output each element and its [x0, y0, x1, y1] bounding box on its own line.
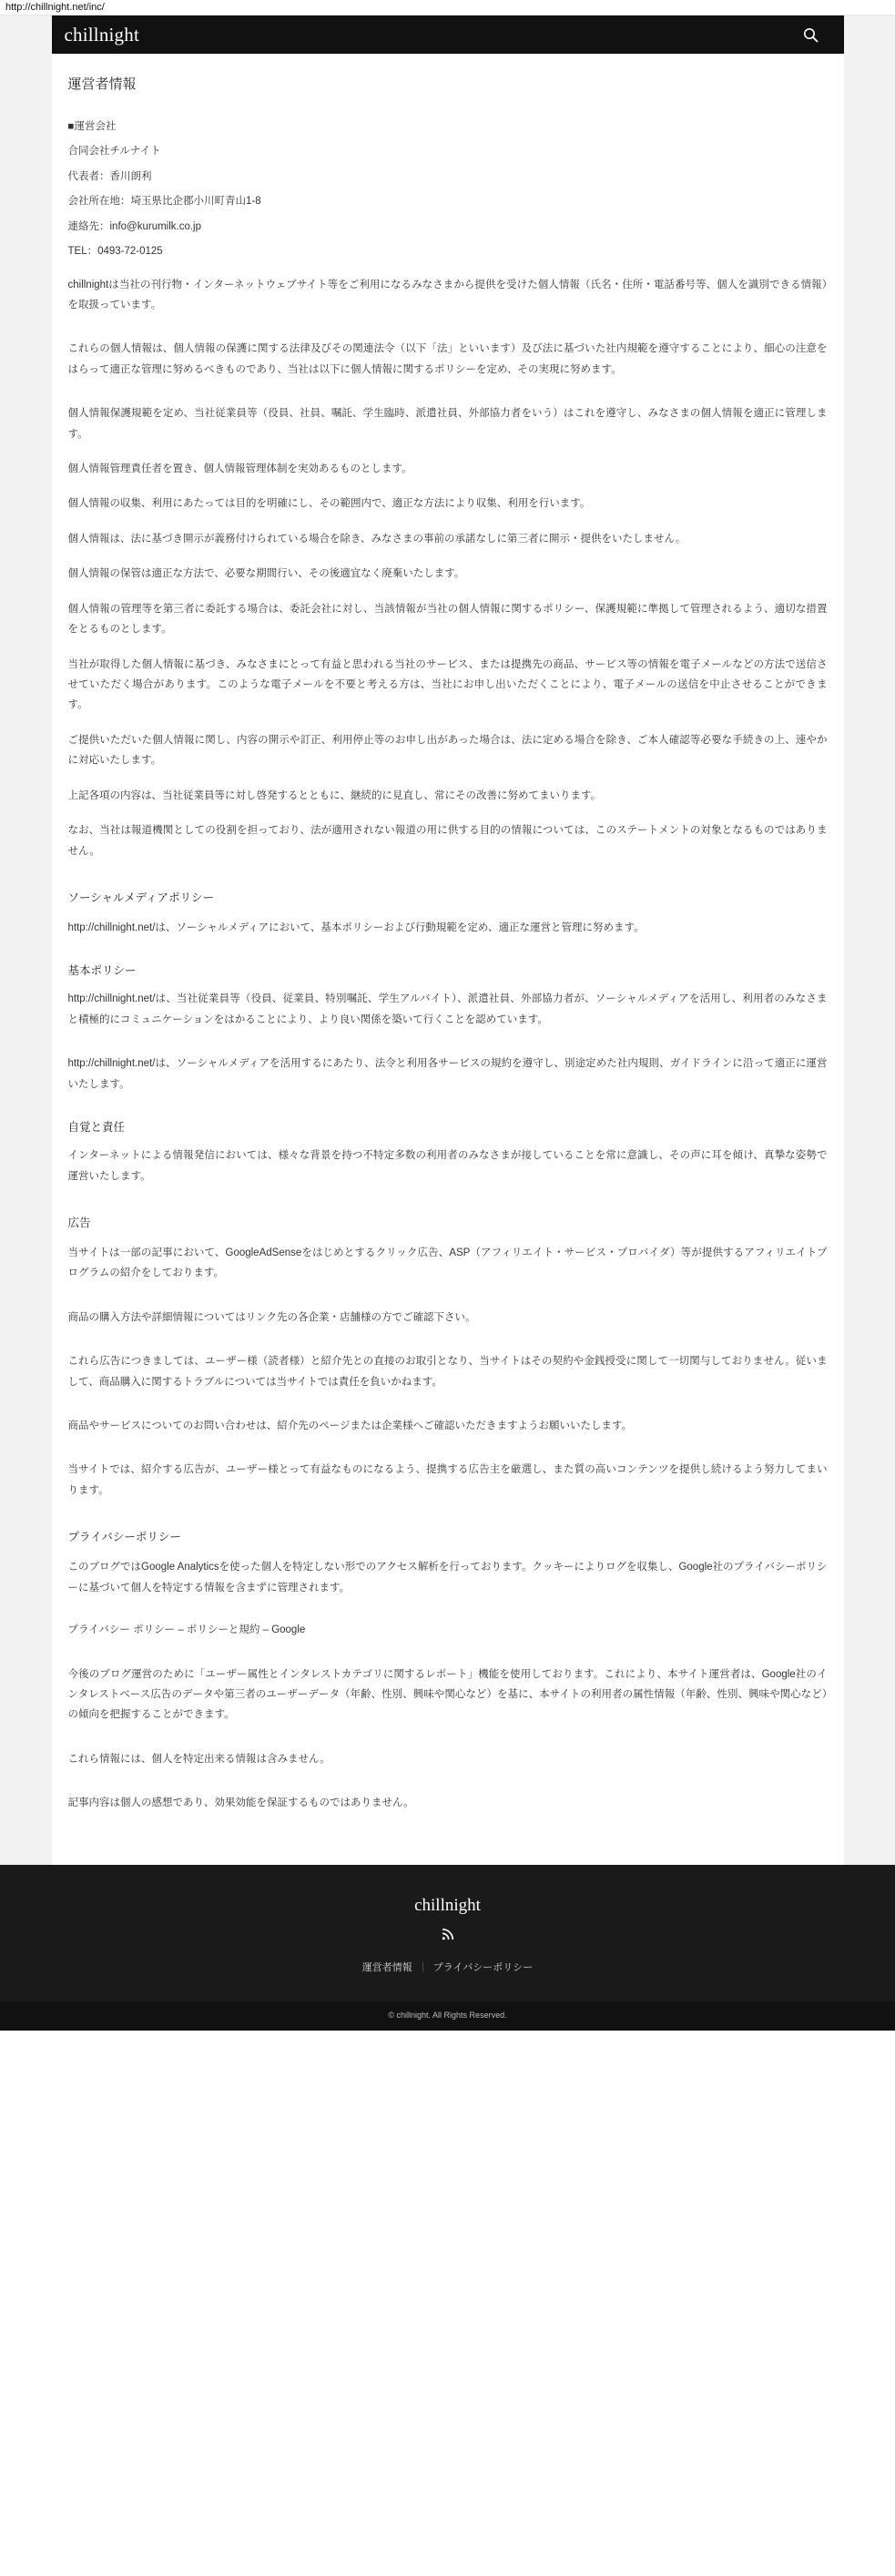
paragraph-law: これらの個人情報は、個人情報の保護に関する法律及びその関連法令（以下「法」といいます）及び法に基づいた社内規範を遵守することにより、細心の注意をはらって適正な管理に努めるべきものであり、当社は以下に個人情報に関するポリシーを定め、その実現に努めます。: [67, 343, 828, 375]
privacy-paragraph-2: これら情報には、個人を特定出来る情報は含みません。: [67, 1753, 331, 1765]
paragraph-intro: chillnightは当社の刊行物・インターネットウェブサイト等をご利用になるみなさまから提供を受けた個人情報（氏名・住所・電話番号等、個人を識別できる情報）を取扱っています。: [67, 279, 828, 311]
paragraph-disclosure: 個人情報は、法に基づき開示が義務付けられている場合を除き、みなさまの事前の承諾なしに第三者に開示・提供をいたしません。: [67, 533, 687, 545]
rss-icon[interactable]: [442, 1929, 453, 1942]
paragraph-outsourcing: 個人情報の管理等を第三者に委託する場合は、委託会社に対し、当該情報が当社の個人情報に関するポリシー、保護規範に準拠して管理されるよう、適切な措置をとるものとします。: [67, 603, 828, 636]
privacy-policy-heading: プライバシーポリシー: [67, 1531, 181, 1544]
footer-nav: [0, 1960, 895, 2001]
company-email: 連絡先：info@kurumilk.co.jp: [67, 220, 202, 232]
site-footer: [0, 1865, 895, 2001]
basic-policy-paragraph-2: http://chillnight.net/は、ソーシャルメディアを活用するにあたり、法令と利用各サービスの規約を遵守し、別途定めた社内規則、ガイドラインに沿って適正に運営いたします。: [67, 1058, 828, 1090]
footer-brand[interactable]: chillnight: [414, 1895, 481, 1915]
privacy-paragraph-1: 今後のブログ運営のために「ユーザー属性とインタレストカテゴリに関するレポート」機能を使用しております。これにより、本サイト運営者は、Google社のインタレストベース広告のデータや第三者のユーザーデータ（年齢、性別、興味や関心など）を基に、本サイトの利用者の属性情報（年齢、性別、興味や関心など）の傾向を把握することができます。: [67, 1668, 828, 1721]
responsibility-heading: 自覚と責任: [67, 1121, 126, 1135]
footer-separator: ｜: [417, 1961, 428, 1973]
search-icon[interactable]: [798, 22, 824, 47]
company-info-block: [68, 117, 828, 262]
footer-link-company-info[interactable]: 運営者情報: [361, 1961, 412, 1973]
paragraph-retention: 個人情報の保管は適正な方法で、必要な期間行い、その後適宜なく廃棄いたします。: [67, 568, 465, 580]
ads-paragraph-1: 当サイトは一部の記事において、GoogleAdSenseをはじめとするクリック広告、ASP（アフィリエイト・サービス・プロバイダ）等が提供するアフィリエイトプログラムの紹介をしております。: [67, 1247, 828, 1279]
paragraph-manager: 個人情報管理責任者を置き、個人情報管理体制を実効あるものとします。: [67, 463, 412, 475]
ads-heading: 広告: [67, 1216, 91, 1229]
paragraph-email: 当社が取得した個人情報に基づき、みなさまにとって有益と思われる当社のサービス、または提携先の商品、サービス等の情報を電子メールなどの方法で送信させていただく場合があります。このような電子メールを不要と考える方は、当社にお申し出いただくことにより、電子メールの送信を中止させることができます。: [67, 658, 828, 711]
browser-url-bar[interactable]: http://chillnight.net/inc/: [0, 0, 895, 15]
article-body: [52, 54, 844, 1865]
ads-paragraph-4: 商品やサービスについてのお問い合わせは、紹介先のページまたは企業様へご確認いただきますようお願いいたします。: [67, 1420, 633, 1432]
content-column: [52, 15, 844, 1865]
ads-paragraph-5: 当サイトでは、紹介する広告が、ユーザー様とって有益なものになるよう、提携する広告主を厳選し、また質の高いコンテンツを提供し続けるよう努力してまいります。: [67, 1464, 828, 1496]
site-header: [52, 15, 844, 54]
paragraph-improvement: 上記各項の内容は、当社従業員等に対し啓発するとともに、継続的に見直し、常にその改善に努めてまいります。: [67, 789, 602, 801]
footer-social: [0, 1929, 895, 1945]
site-brand[interactable]: chillnight: [64, 23, 139, 46]
footer-link-privacy-policy[interactable]: プライバシーポリシー: [432, 1961, 534, 1973]
site-wrapper: [0, 15, 895, 2031]
company-address: 会社所在地：埼玉県比企郡小川町青山1-8: [67, 196, 261, 208]
privacy-policy-intro: このブログではGoogle Analyticsを使った個人を特定しない形でのアクセス解析を行っております。クッキーによりログを収集し、Google社のプライバシーポリシーに基づいて個人を特定する情報を含まずに管理されます。: [67, 1562, 828, 1593]
company-name: 合同会社チルナイト: [67, 146, 161, 158]
page-title: 運営者情報: [67, 76, 137, 92]
basic-policy-heading: 基本ポリシー: [67, 964, 137, 978]
paragraph-requests: ご提供いただいた個人情報に関し、内容の開示や訂正、利用停止等のお申し出があった場合は、法に定める場合を除き、ご本人確認等必要な手続きの上、速やかに対応いたします。: [67, 734, 828, 767]
paragraph-press: なお、当社は報道機関としての役割を担っており、法が適用されない報道の用に供する目的の情報については、このステートメントの対象となるものではありません。: [67, 825, 828, 857]
responsibility-paragraph: インターネットによる情報発信においては、様々な背景を持つ不特定多数の利用者のみなさまが接していることを常に意識し、その声に耳を傾け、真摯な姿勢で運営いたします。: [67, 1150, 828, 1182]
google-privacy-link[interactable]: プライバシー ポリシー – ポリシーと規約 – Google: [67, 1624, 306, 1636]
social-media-policy-intro: http://chillnight.net/は、ソーシャルメディアにおいて、基本ポリシーおよび行動規範を定め、適正な運営と管理に努めます。: [67, 921, 645, 933]
company-tel: TEL：0493-72-0125: [67, 246, 163, 258]
paragraph-collection: 個人情報の収集、利用にあたっては目的を明確にし、その範囲内で、適正な方法により収集、利用を行います。: [67, 498, 591, 510]
company-info-heading: ■運営会社: [67, 121, 117, 132]
ads-paragraph-3: これら広告につきましては、ユーザー様（読者様）と紹介先との直接のお取引となり、当サイトはその契約や金銭授受に関して一切関与しておりません。従いまして、商品購入に関するトラブルについては当サイトでは責任を負いかねます。: [67, 1356, 828, 1388]
privacy-paragraph-3: 記事内容は個人の感想であり、効果効能を保証するものではありません。: [67, 1797, 414, 1809]
basic-policy-paragraph-1: http://chillnight.net/は、当社従業員等（役員、従業員、特別嘱託、学生アルバイト）、派遣社員、外部協力者が、ソーシャルメディアを活用し、利用者のみなさまと積極的にコミュニケーションをはかることにより、より良い関係を築いて行くことを認めています。: [67, 993, 828, 1025]
social-media-policy-heading: ソーシャルメディアポリシー: [67, 891, 215, 904]
copyright-text: © chillnight. All Rights Reserved.: [0, 2001, 895, 2031]
paragraph-employees: 個人情報保護規範を定め、当社従業員等（役員、社員、嘱託、学生臨時、派遣社員、外部協力者をいう）はこれを遵守し、みなさまの個人情報を適正に管理します。: [67, 408, 828, 440]
ads-paragraph-2: 商品の購入方法や詳細情報についてはリンク先の各企業・店舗様の方でご確認下さい。: [67, 1311, 476, 1323]
company-representative: 代表者：香川朗利: [67, 170, 152, 182]
